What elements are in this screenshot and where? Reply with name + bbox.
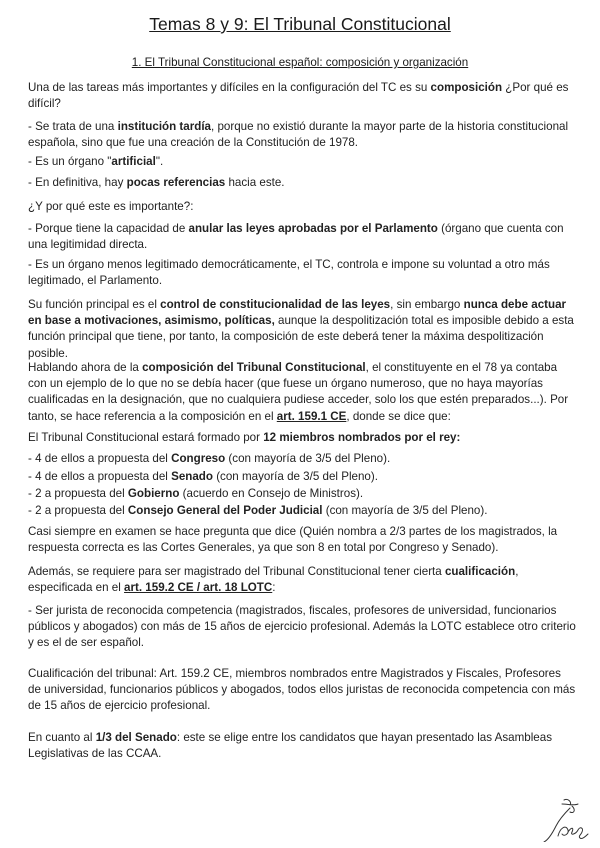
text: Su función principal es el: [28, 298, 161, 311]
text: (órgano que cuenta con una legitimidad directa.: [28, 222, 564, 252]
bold-text: artificial: [111, 155, 156, 168]
text: hacia este.: [225, 176, 285, 189]
text: El Tribunal Constitucional estará formado por: [28, 431, 264, 444]
bold-text: anular las leyes aprobadas por el Parlamento: [188, 222, 438, 235]
text: - En definitiva, hay: [28, 176, 127, 189]
bold-text: 12 miembros nombrados por el rey:: [263, 431, 461, 444]
bold-text: cualificación: [444, 565, 516, 578]
text: En cuanto al: [28, 731, 96, 744]
text: aunque la despolitización total es imposible debido a esta función principal que tiene, por tanto, la composición de este deberá tener la máxima despolitización posible.: [28, 314, 574, 360]
paragraph-anular: [28, 221, 576, 253]
text: - Es un órgano ": [28, 155, 112, 168]
text: (con mayoría de 3/5 del Pleno).: [322, 504, 488, 517]
bold-text: pocas referencias: [126, 176, 226, 189]
text: (con mayoría de 3/5 del Pleno).: [212, 470, 378, 483]
text: (con mayoría de 3/5 del Pleno).: [225, 452, 391, 465]
bold-text: nunca debe actuar en base a motivaciones, asimismo, políticas,: [28, 298, 567, 328]
list-item: [28, 503, 576, 519]
article-reference: art. 159.2 CE / art. 18 LOTC: [124, 581, 273, 595]
text: , el constituyente en el 78 ya contaba con un ejemplo de lo que no se debía hacer (que fuese un órgano numeroso, que no haya mayorías cualificadas en la designación, que no cualquiera pudiese acceder, solo los que estén preparados...). Por tanto, se hace referencia a la composición en el: [28, 361, 569, 423]
text: , especificada en el: [28, 565, 519, 595]
page-title: Temas 8 y 9: El Tribunal Constitucional: [149, 14, 451, 34]
signature-mark: [538, 796, 596, 842]
text: Hablando ahora de la: [28, 361, 143, 374]
paragraph-question: ¿Y por qué este es importante?:: [28, 200, 194, 213]
paragraph-cualificacion-tribunal: Cualificación del tribunal: Art. 159.2 CE, miembros nombrados entre Magistrados y Fiscales, Profesores de universidad, funcionarios públicos y abogados, todos ellos juristas de reconocida competencia con más de 15 años de ejercicio profesional.: [28, 667, 576, 713]
bold-text: Consejo General del Poder Judicial: [127, 504, 323, 517]
text: - 4 de ellos a propuesta del: [28, 470, 172, 483]
text: : este se elige entre los candidatos que hayan presentado las Asambleas Legislativas de las CCAA.: [28, 731, 552, 761]
bold-text: 1/3 del Senado: [95, 731, 177, 744]
text: , donde se dice que:: [346, 409, 451, 423]
text: , sin embargo: [390, 298, 464, 311]
article-reference: art. 159.1 CE: [276, 409, 347, 423]
text: ".: [155, 155, 164, 168]
bold-text: Senado: [171, 470, 213, 483]
text: - 2 a propuesta del: [28, 487, 128, 500]
bold-text: composición: [430, 81, 503, 94]
text: Además, se requiere para ser magistrado del Tribunal Constitucional tener cierta: [28, 565, 445, 578]
paragraph-miembros: [28, 430, 576, 446]
text: Una de las tareas más importantes y difíciles en la configuración del TC es su: [28, 81, 431, 94]
bold-text: Gobierno: [127, 487, 180, 500]
text: - Porque tiene la capacidad de: [28, 222, 189, 235]
text: - 2 a propuesta del: [28, 504, 128, 517]
text: - 4 de ellos a propuesta del: [28, 452, 172, 465]
text: (acuerdo en Consejo de Ministros).: [179, 487, 364, 500]
list-item: [28, 469, 576, 485]
bold-text: control de constitucionalidad de las leyes: [160, 298, 391, 311]
list-item: [28, 451, 576, 467]
text: :: [272, 581, 276, 595]
list-item: [28, 486, 576, 502]
paragraph-referencias: [28, 175, 576, 191]
paragraph-examen: Casi siempre en examen se hace pregunta que dice (Quién nombra a 2/3 partes de los magistrados, la respuesta correcta es las Cortes Generales, ya que son 8 en total por Congreso y Senado).: [28, 525, 558, 555]
section-heading: 1. El Tribunal Constitucional español: composición y organización: [131, 56, 469, 69]
paragraph-tardia: [28, 119, 576, 151]
text: , porque no existió durante la mayor parte de la historia constitucional española, sino que fue una creación de la Constitución de 1978.: [28, 120, 569, 150]
bold-text: Congreso: [171, 452, 226, 465]
paragraph-composicion: [28, 360, 576, 425]
text: - Se trata de una: [28, 120, 118, 133]
paragraph-legitimado: - Es un órgano menos legitimado democráticamente, el TC, controla e impone su voluntad a otro más legitimado, el Parlamento.: [28, 258, 550, 288]
bold-text: composición del Tribunal Constitucional: [142, 361, 366, 374]
paragraph-artificial: [28, 154, 576, 170]
paragraph-cualificacion: [28, 564, 576, 596]
paragraph-intro: [28, 80, 576, 112]
bold-text: institución tardía: [117, 120, 211, 133]
paragraph-jurista: - Ser jurista de reconocida competencia (magistrados, fiscales, profesores de universidad, funcionarios públicos y abogados) con más de 15 años de ejercicio profesional. Además la LOTC establece otro criterio y es el de ser español.: [28, 604, 576, 650]
paragraph-funcion: [28, 297, 576, 362]
text: ¿Por qué es difícil?: [28, 81, 569, 111]
paragraph-senado: [28, 730, 576, 762]
